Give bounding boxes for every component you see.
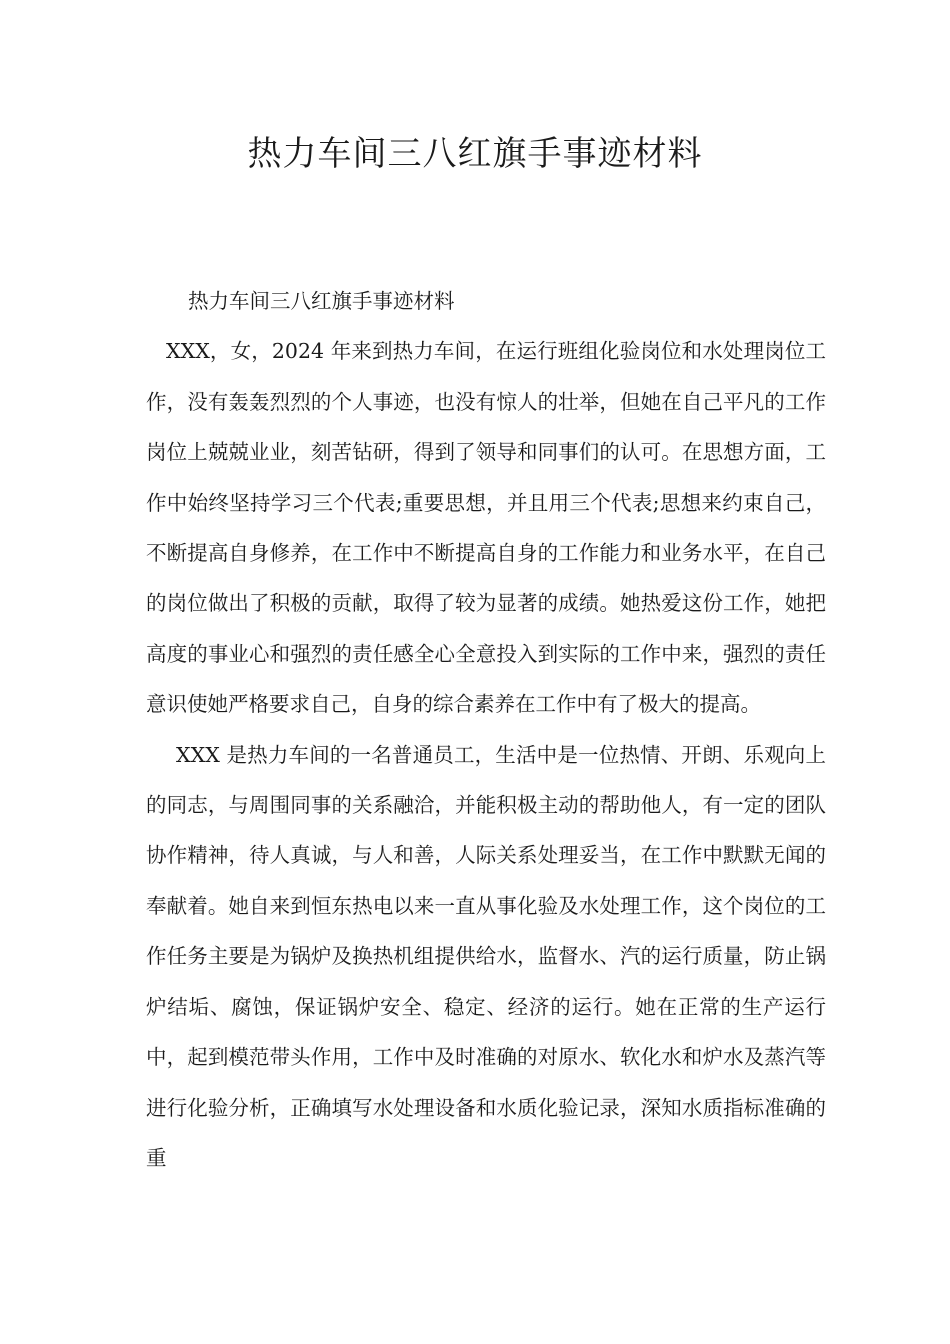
body-paragraph-1: XXX，女，2024 年来到热力车间，在运行班组化验岗位和水处理岗位工作，没有轰轰烈烈的个人事迹，也没有惊人的壮举，但她在自己平凡的工作岗位上兢兢业业，刻苦钻研，得到了领导和同事们的认可。在思想方面，工作中始终坚持学习三个代表;重要思想，并且用三个代表;思想来约束自己，不断提高自身修养，在工作中不断提高自身的工作能力和业务水平，在自己的岗位做出了积极的贡献，取得了较为显著的成绩。她热爱这份工作，她把高度的事业心和强烈的责任感全心全意投入到实际的工作中来，强烈的责任意识使她严格要求自己，自身的综合素养在工作中有了极大的提高。 xyxy=(146,339,826,717)
document-title: 热力车间三八红旗手事迹材料 xyxy=(247,134,703,174)
document-subtitle: 热力车间三八红旗手事迹材料 xyxy=(188,289,455,313)
document-body xyxy=(146,276,826,1183)
body-paragraph-2: XXX 是热力车间的一名普通员工，生活中是一位热情、开朗、乐观向上的同志，与周围同事的关系融洽，并能积极主动的帮助他人，有一定的团队协作精神，待人真诚，与人和善，人际关系处理妥当，在工作中默默无闻的奉献着。她自来到恒东热电以来一直从事化验及水处理工作，这个岗位的工作任务主要是为锅炉及换热机组提供给水，监督水、汽的运行质量，防止锅炉结垢、腐蚀，保证锅炉安全、稳定、经济的运行。她在正常的生产运行中，起到模范带头作用，工作中及时准确的对原水、软化水和炉水及蒸汽等进行化验分析，正确填写水处理设备和水质化验记录，深知水质指标准确的重 xyxy=(146,742,826,1170)
